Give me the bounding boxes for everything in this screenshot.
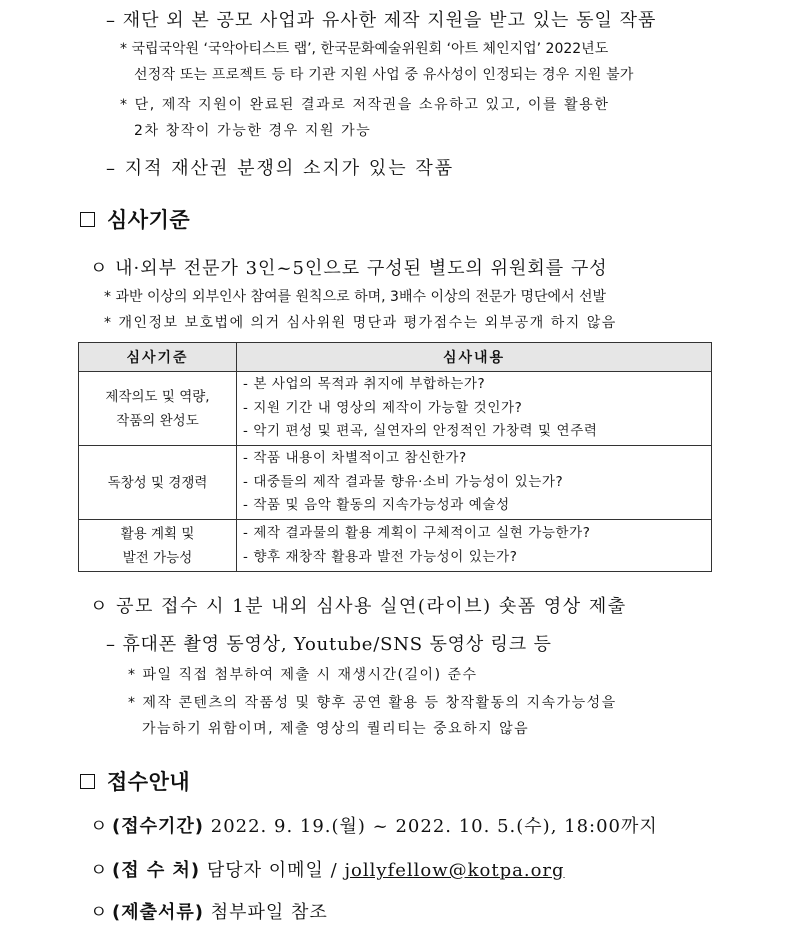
criteria-content-cell xyxy=(237,372,712,446)
bullet-symbol: ㅇ xyxy=(90,860,109,881)
reception-place-line xyxy=(90,856,565,882)
criteria-item: - 향후 재창작 활용과 발전 가능성이 있는가? xyxy=(243,548,518,565)
criteria-item: - 지원 기간 내 영상의 제작이 가능할 것인가? xyxy=(243,399,523,416)
criteria-note-line: * 개인정보 보호법에 의거 심사위원 명단과 평가점수는 외부공개 하지 않음 xyxy=(104,315,617,331)
table-header-row xyxy=(79,343,712,372)
docs-label: (제출서류) xyxy=(112,902,205,923)
table-row xyxy=(79,446,712,520)
category-line: 발전 가능성 xyxy=(122,549,193,566)
checkbox-square-icon xyxy=(80,774,95,789)
section-heading-reception xyxy=(80,766,190,796)
criteria-item: - 제작 결과물의 활용 계획이 구체적이고 실현 가능한가? xyxy=(243,525,591,541)
period-value: 2022. 9. 19.(월) ~ 2022. 10. 5.(수), 18:00까지 xyxy=(210,816,658,837)
reception-docs-line xyxy=(90,898,328,924)
criteria-category-cell xyxy=(79,520,237,572)
criteria-item: - 대중들의 제작 결과물 향유·소비 가능성이 있는가? xyxy=(243,473,564,490)
criteria-note-line: * 제작 콘텐츠의 작품성 및 향후 공연 활용 등 창작활동의 지속가능성을 xyxy=(128,695,617,711)
criteria-bullet: ㅇ 공모 접수 시 1분 내외 심사용 실연(라이브) 숏폼 영상 제출 xyxy=(90,596,627,617)
reception-period-line xyxy=(90,812,658,838)
table-row xyxy=(79,372,712,446)
section-heading-text: 접수안내 xyxy=(107,770,191,794)
category-line: 제작의도 및 역량, xyxy=(105,388,210,405)
period-label: (접수기간) xyxy=(112,816,205,837)
table-header-cell: 심사기준 xyxy=(79,343,237,372)
criteria-item: - 악기 편성 및 편곡, 실연자의 안정적인 가창력 및 연주력 xyxy=(243,423,598,440)
criteria-content-cell xyxy=(237,446,712,520)
place-label: (접 수 처) xyxy=(112,860,201,881)
criteria-note-line: * 파일 직접 첨부하여 제출 시 재생시간(길이) 준수 xyxy=(128,667,478,683)
criteria-note-line: 가늠하기 위함이며, 제출 영상의 퀄리티는 중요하지 않음 xyxy=(142,721,530,737)
criteria-bullet: ㅇ 내·외부 전문가 3인~5인으로 구성된 별도의 위원회를 구성 xyxy=(90,258,608,279)
table-row xyxy=(79,520,712,572)
category-line: 활용 계획 및 xyxy=(120,525,195,542)
criteria-category-cell xyxy=(79,446,237,520)
section-heading-text: 심사기준 xyxy=(107,208,191,232)
eligibility-note-line: 선정작 또는 프로젝트 등 타 기관 지원 사업 중 유사성이 인정되는 경우 지원 불가 xyxy=(134,67,634,83)
criteria-dash-line: – 휴대폰 촬영 동영상, Youtube/SNS 동영상 링크 등 xyxy=(106,634,552,655)
category-line: 작품의 완성도 xyxy=(116,412,199,429)
category-line: 독창성 및 경쟁력 xyxy=(107,474,208,491)
criteria-item: - 작품 내용이 차별적이고 참신한가? xyxy=(243,450,467,467)
place-prefix: 담당자 이메일 / xyxy=(206,860,338,881)
criteria-item: - 작품 및 음악 활동의 지속가능성과 예술성 xyxy=(243,497,510,514)
bullet-symbol: ㅇ xyxy=(90,816,109,837)
criteria-item: - 본 사업의 목적과 취지에 부합하는가? xyxy=(243,376,486,393)
checkbox-square-icon xyxy=(80,212,95,227)
criteria-note-line: * 과반 이상의 외부인사 참여를 원칙으로 하며, 3배수 이상의 전문가 명단에서 선발 xyxy=(104,289,607,305)
email-link[interactable]: jollyfellow@kotpa.org xyxy=(344,860,565,881)
eligibility-dash-line: – 재단 외 본 공모 사업과 유사한 제작 지원을 받고 있는 동일 작품 xyxy=(106,10,657,31)
bullet-symbol: ㅇ xyxy=(90,902,109,923)
criteria-content-cell xyxy=(237,520,712,572)
criteria-table xyxy=(78,342,712,572)
eligibility-note-line: * 국립국악원 ‘국악아티스트 랩’, 한국문화예술위원회 ‘아트 체인지업’ 2022년도 xyxy=(120,41,609,57)
criteria-category-cell xyxy=(79,372,237,446)
eligibility-note-line: 2차 창작이 가능한 경우 지원 가능 xyxy=(134,123,372,139)
docs-value: 첨부파일 참조 xyxy=(210,902,328,923)
eligibility-dash-line: – 지적 재산권 분쟁의 소지가 있는 작품 xyxy=(106,158,455,179)
section-heading-criteria xyxy=(80,204,190,234)
table-header-cell: 심사내용 xyxy=(237,343,712,372)
eligibility-note-line: * 단, 제작 지원이 완료된 결과로 저작권을 소유하고 있고, 이를 활용한 xyxy=(120,97,610,113)
